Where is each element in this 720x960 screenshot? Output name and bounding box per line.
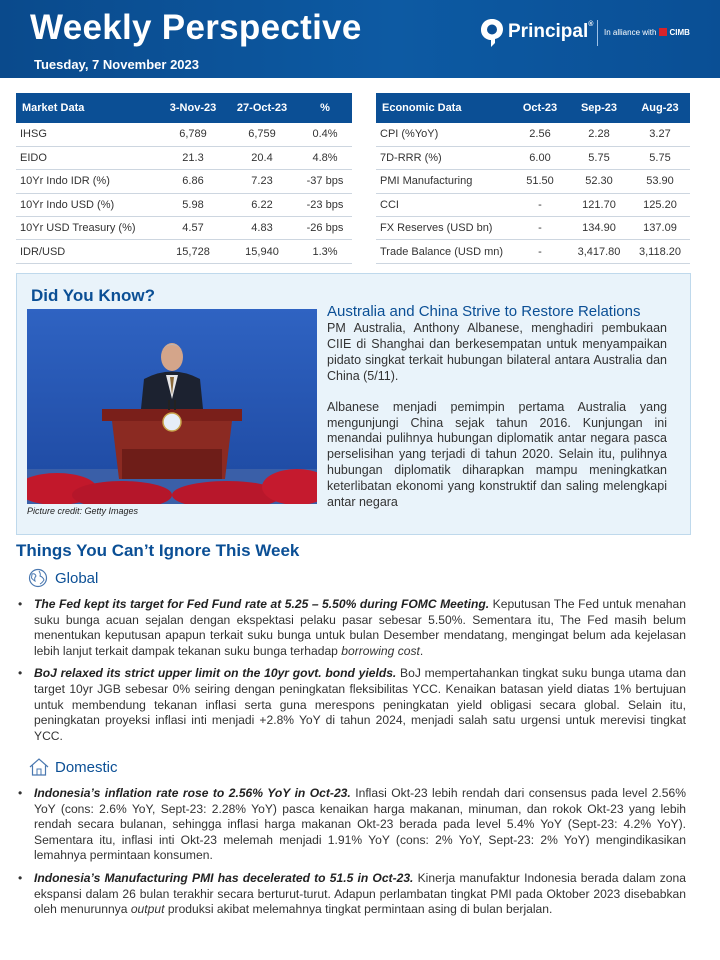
principal-logo-icon bbox=[480, 18, 504, 48]
principal-logo bbox=[480, 18, 710, 48]
list-item: • The Fed kept its target for Fed Fund rate at 5.25 – 5.50% during FOMC Meeting. Keputusan The Fed untuk menahan suku bunga acuan sejalan dengan ekspektasi pelaku pasar sebesar 5.50%. Sementara itu, The Fed masih belum menentukan keputusan apapun terkait suku bunga untuk bulan Desember mendatang, mengingat belum ada kejelasan lebih lanjut terkait dampak tekanan suku bunga terhadap borrowing cost. bbox=[16, 597, 686, 659]
table-cell: -26 bps bbox=[298, 217, 352, 240]
table-cell: 6.22 bbox=[226, 193, 298, 216]
table-cell: -23 bps bbox=[298, 193, 352, 216]
alliance-text: In alliance with CIMB bbox=[604, 28, 690, 37]
table-header-row bbox=[16, 93, 352, 123]
table-cell: 134.90 bbox=[568, 217, 630, 240]
did-you-know-box bbox=[16, 273, 691, 535]
table-cell: CCI bbox=[376, 193, 512, 216]
table-cell: 15,940 bbox=[226, 240, 298, 263]
table-header-cell: 3-Nov-23 bbox=[160, 93, 226, 123]
table-cell: 6,759 bbox=[226, 123, 298, 146]
page-title: Weekly Perspective bbox=[30, 8, 362, 47]
table-row bbox=[16, 146, 352, 169]
table-cell: 0.4% bbox=[298, 123, 352, 146]
table-cell: 5.75 bbox=[568, 146, 630, 169]
table-row bbox=[16, 170, 352, 193]
table-header-cell: Economic Data bbox=[376, 93, 512, 123]
table-cell: 52.30 bbox=[568, 170, 630, 193]
table-cell: 21.3 bbox=[160, 146, 226, 169]
global-news-list bbox=[16, 597, 686, 751]
table-header-cell: 27-Oct-23 bbox=[226, 93, 298, 123]
table-cell: -37 bps bbox=[298, 170, 352, 193]
table-row bbox=[376, 170, 690, 193]
section-title: Things You Can’t Ignore This Week bbox=[16, 541, 300, 560]
table-cell: 5.98 bbox=[160, 193, 226, 216]
table-cell: - bbox=[512, 193, 568, 216]
logo-divider bbox=[597, 20, 598, 46]
table-row bbox=[376, 123, 690, 146]
globe-icon bbox=[28, 568, 48, 588]
news-photo-illustration bbox=[27, 309, 317, 504]
table-cell: 6.86 bbox=[160, 170, 226, 193]
table-cell: CPI (%YoY) bbox=[376, 123, 512, 146]
economic-data-table bbox=[376, 93, 690, 264]
table-cell: 125.20 bbox=[630, 193, 690, 216]
table-cell: 1.3% bbox=[298, 240, 352, 263]
table-header-cell: Oct-23 bbox=[512, 93, 568, 123]
table-row bbox=[16, 240, 352, 263]
table-cell: 10Yr Indo IDR (%) bbox=[16, 170, 160, 193]
table-header-cell: Sep-23 bbox=[568, 93, 630, 123]
table-cell: 20.4 bbox=[226, 146, 298, 169]
cimb-logo-icon bbox=[659, 28, 667, 36]
table-cell: IDR/USD bbox=[16, 240, 160, 263]
table-cell: IHSG bbox=[16, 123, 160, 146]
list-item: • Indonesia’s Manufacturing PMI has decelerated to 51.5 in Oct-23. Kinerja manufaktur Indonesia berada dalam zona ekspansi dalam 26 bulan terakhir secara berturut-turut. Adapun perlambatan tingkat PMI pada Oktober 2023 disebabkan oleh menurunnya output produksi akibat melemahnya tingkat permintaan asing di bulan berjalan. bbox=[16, 871, 686, 918]
table-cell: 6,789 bbox=[160, 123, 226, 146]
table-row bbox=[16, 217, 352, 240]
table-row bbox=[376, 240, 690, 263]
article-headline: Australia and China Strive to Restore Relations bbox=[327, 303, 641, 320]
global-label: Global bbox=[55, 570, 99, 587]
table-cell: 4.83 bbox=[226, 217, 298, 240]
did-you-know-title: Did You Know? bbox=[31, 286, 156, 305]
table-cell: 137.09 bbox=[630, 217, 690, 240]
table-row bbox=[376, 217, 690, 240]
table-cell: - bbox=[512, 240, 568, 263]
domestic-label: Domestic bbox=[55, 759, 118, 776]
header-banner bbox=[0, 0, 720, 78]
table-cell: Trade Balance (USD mn) bbox=[376, 240, 512, 263]
table-row bbox=[16, 193, 352, 216]
domestic-news-list bbox=[16, 786, 686, 925]
logo-wordmark: Principal® bbox=[508, 21, 594, 42]
table-cell: 7D-RRR (%) bbox=[376, 146, 512, 169]
house-icon bbox=[28, 757, 50, 777]
table-cell: 5.75 bbox=[630, 146, 690, 169]
table-cell: 3,118.20 bbox=[630, 240, 690, 263]
table-cell: FX Reserves (USD bn) bbox=[376, 217, 512, 240]
table-cell: 53.90 bbox=[630, 170, 690, 193]
news-photo bbox=[27, 309, 317, 504]
table-header-cell: % bbox=[298, 93, 352, 123]
table-cell: 10Yr Indo USD (%) bbox=[16, 193, 160, 216]
table-cell: 4.8% bbox=[298, 146, 352, 169]
photo-credit: Picture credit: Getty Images bbox=[27, 506, 139, 516]
table-cell: 2.28 bbox=[568, 123, 630, 146]
article-paragraph: Albanese menjadi pemimpin pertama Australia yang mengunjungi China sejak tahun 2016. Kunjungan ini menandai pulihnya hubungan diplomatik antar negara pasca perselisihan yang terjadi di tahun 2020. Selain itu, pulihnya hubungan diplomatik diharapkan mampu meningkatkan keterlibatan ekonomi yang konstruktif dan saling melengkapi antar negara bbox=[327, 399, 667, 510]
table-cell: PMI Manufacturing bbox=[376, 170, 512, 193]
table-row bbox=[16, 123, 352, 146]
table-cell: 6.00 bbox=[512, 146, 568, 169]
table-header-row bbox=[376, 93, 690, 123]
table-cell: EIDO bbox=[16, 146, 160, 169]
table-cell: 10Yr USD Treasury (%) bbox=[16, 217, 160, 240]
did-you-know-article bbox=[327, 303, 667, 526]
table-cell: 121.70 bbox=[568, 193, 630, 216]
table-row bbox=[376, 193, 690, 216]
table-cell: 3.27 bbox=[630, 123, 690, 146]
table-cell: - bbox=[512, 217, 568, 240]
table-cell: 7.23 bbox=[226, 170, 298, 193]
list-item: • BoJ relaxed its strict upper limit on the 10yr govt. bond yields. BoJ mempertahankan tingkat suku bunga utama dan target 10yr JGB sebesar 0% seiring dengan peningkatan fleksibilitas YCC. Kenaikan batasan yield diatas 1% bertujuan untuk membendung tekanan inflasi serta guna merespons peningkatan yield obligasi secara global. Selain itu, peningkatan proyeksi inflasi inti menjadi +2.8% YoY di tahun 2024, menjadi salah satu urgensi untuk merevisi tingkat YCC. bbox=[16, 666, 686, 744]
table-cell: 51.50 bbox=[512, 170, 568, 193]
publication-date: Tuesday, 7 November 2023 bbox=[34, 57, 199, 72]
table-row bbox=[376, 146, 690, 169]
article-paragraph: PM Australia, Anthony Albanese, menghadiri pembukaan CIIE di Shanghai dan berkesempatan untuk menyampaikan pidato singkat terkait hubungan bilateral antara Australia dan China (5/11). bbox=[327, 321, 667, 383]
table-header-cell: Aug-23 bbox=[630, 93, 690, 123]
table-header-cell: Market Data bbox=[16, 93, 160, 123]
table-cell: 2.56 bbox=[512, 123, 568, 146]
table-cell: 15,728 bbox=[160, 240, 226, 263]
table-cell: 4.57 bbox=[160, 217, 226, 240]
list-item: • Indonesia’s inflation rate rose to 2.56% YoY in Oct-23. Inflasi Okt-23 lebih rendah dari consensus pada level 2.56% YoY (cons: 2.6% YoY, Sept-23: 2.28% YoY) pasca kenaikan harga makanan, minuman, dan rokok Okt-23 yang lebih rendah secara bulanan, sehingga inflasi harga makanan Okt-23 berada pada level 5.4% YoY (Sept-23: 4.2% YoY). Sementara itu, inflasi inti Okt-23 melemah menjadi 1.91% YoY (cons: 2% YoY, Sept-23: 2% YoY) mengindikasikan lemahnya permintaan konsumen. bbox=[16, 786, 686, 864]
market-data-table bbox=[16, 93, 352, 264]
table-cell: 3,417.80 bbox=[568, 240, 630, 263]
